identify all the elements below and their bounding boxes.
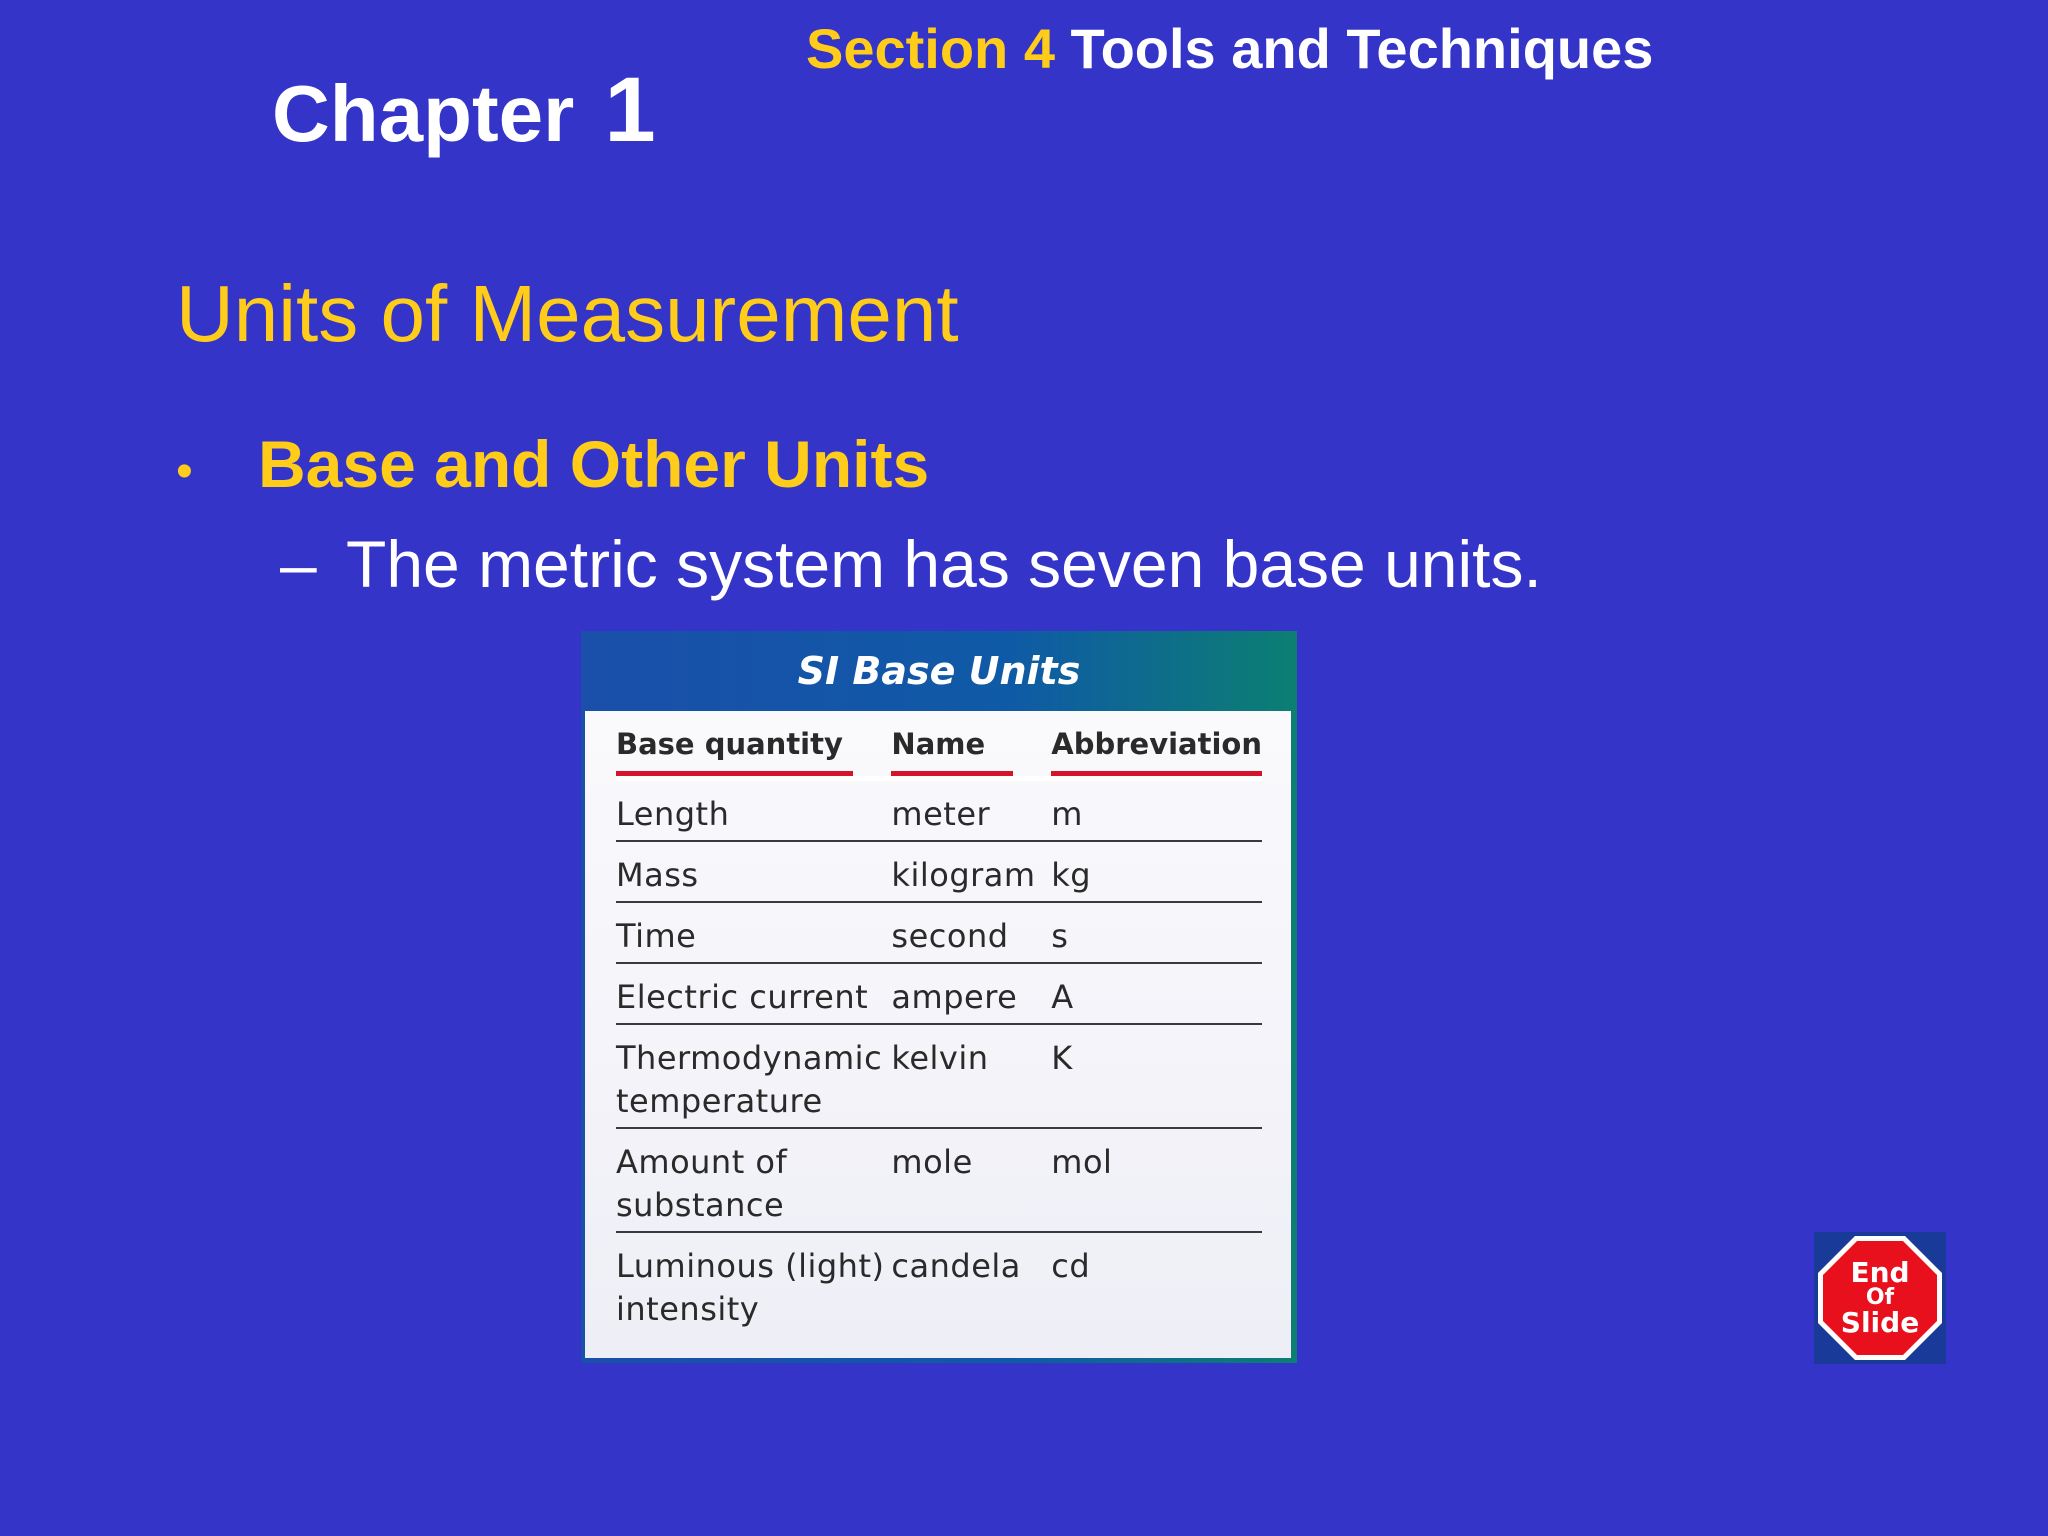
chapter-title [272,58,656,163]
table-row [616,1024,1262,1128]
table-row [616,963,1262,1024]
cell-abbreviation: m [1051,779,1262,842]
cell-quantity: Electric current [616,963,891,1024]
table-row [616,902,1262,963]
cell-name: candela [891,1247,1021,1285]
end-of-slide-label: End Of Slide [1840,1256,1920,1339]
section-header [806,16,1653,81]
cell-quantity: Mass [616,841,891,902]
cell-quantity: Thermodynamic temperature [616,1024,891,1128]
column-header-name: Name [891,711,1051,779]
table-row [616,841,1262,902]
table-row [616,1128,1262,1232]
table-row [616,779,1262,842]
bullet-item [176,426,929,502]
si-units-table [616,711,1262,1335]
chapter-label: Chapter [272,69,575,158]
cell-abbreviation: A [1051,963,1262,1024]
cell-name: mole [891,1128,1051,1232]
bullet-text: Base and Other Units [258,427,930,501]
cell-name: meter [891,779,1051,842]
cell-abbreviation: s [1051,902,1262,963]
end-of-slide-button[interactable] [1814,1232,1946,1364]
cell-quantity: Amount of substance [616,1128,891,1232]
cell-quantity: Luminous (light) intensity [616,1247,885,1328]
cell-name: kelvin [891,1024,1051,1128]
table-body [585,711,1291,1358]
bullet-dot-icon: • [176,445,193,498]
sub-bullet-item [280,526,1542,602]
table-title: SI Base Units [797,649,1081,693]
slide-title: Units of Measurement [176,269,959,358]
table-header-row [616,711,1262,779]
cell-quantity: Length [616,779,891,842]
sub-bullet-text: The metric system has seven base units. [346,527,1542,601]
section-label: Section 4 [806,17,1055,80]
cell-abbreviation: kg [1051,841,1262,902]
section-title: Tools and Techniques [1070,17,1654,80]
table-row [616,1232,1262,1335]
cell-abbreviation: cd [1051,1247,1091,1285]
sub-bullet-dash-icon: – [280,527,317,601]
column-header-quantity: Base quantity [616,711,891,779]
cell-abbreviation: K [1051,1024,1262,1128]
chapter-number: 1 [604,59,656,161]
cell-name: kilogram [891,841,1051,902]
cell-name: ampere [891,963,1051,1024]
cell-quantity: Time [616,902,891,963]
si-base-units-figure [581,631,1297,1363]
column-header-abbreviation: Abbreviation [1051,711,1262,779]
cell-abbreviation: mol [1051,1128,1262,1232]
cell-name: second [891,902,1051,963]
